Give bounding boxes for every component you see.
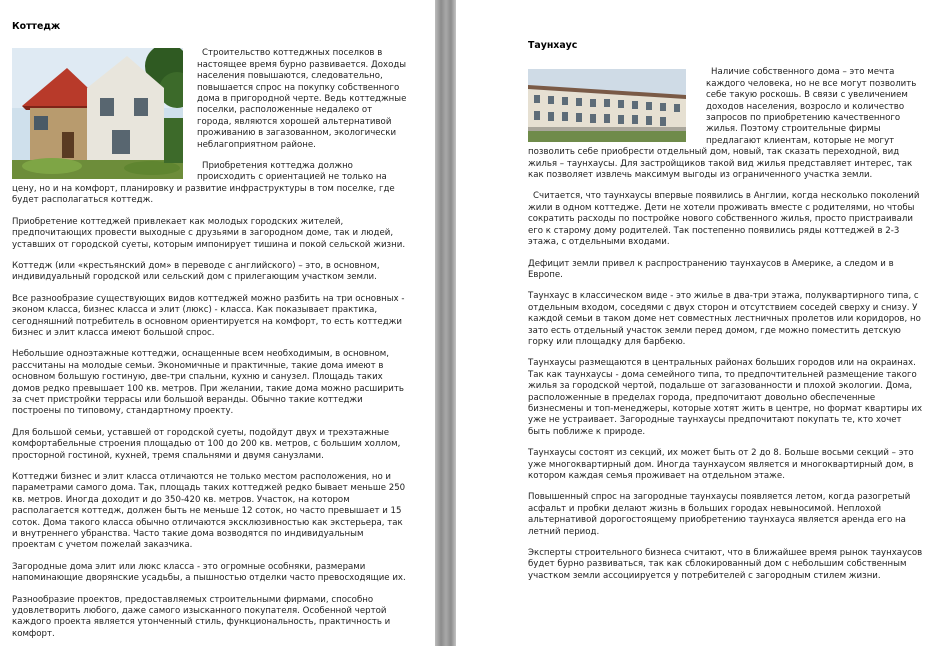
right-paragraph-7: Повышенный спрос на загородные таунхаусы появляется летом, когда разогретый асфальт и пробки делают жизнь в больших городах невыносимой. Неплохой альтернативой дорогостоящему приобретению таунхауса является аренда его на летний период. (528, 492, 911, 537)
right-paragraph-2: Считается, что таунхаусы впервые появились в Англии, когда несколько поколений жили в одном коттедже. Дети не хотели проживать вместе с родителями, но чтобы сократить расходы по постройке нового собственного жилья, просто пристраивали его к старому дому родителей. Так постепенно появились ряды коттеджей в 2-3 этажа, с отдельными входами. (528, 191, 920, 248)
page-title-townhouse: Таунхаус (528, 40, 578, 51)
page-title-cottage: Коттедж (12, 21, 61, 32)
right-paragraph-1: Наличие собственного дома – это мечта каждого человека, но не все могут позволить себе такую роскошь. В связи с увеличением доходов населения, возросло и количество запросов по приобретению качественного жилья. Поэтому строительные фирмы предлагают клиентам, которые не могут позволить себе приобрести отдельный дом, новый, так сказать переходной, вид жилья – таунхаусы. Для застройщиков такой вид жилья представляет интерес, так как позволяет извлечь максимум выгоды из ограниченного участка земли. (528, 67, 917, 181)
page-gutter (435, 0, 456, 646)
left-paragraph-7: Для большой семьи, уставшей от городской суеты, подойдут двух и трехэтажные комфортабельные строения площадью от 100 до 200 кв. метров, с большим холлом, просторной гостиной, кухней, тремя спальнями и двумя санузлами. (12, 427, 401, 461)
right-paragraph-6: Таунхаусы состоят из секций, их может быть от 2 до 8. Больше восьми секций – это уже многоквартирный дом. Иногда таунхаусом является и многоквартирный дом, в котором каждая семья проживает на отдельном этаже. (528, 448, 914, 481)
townhouse-photo (528, 69, 686, 142)
left-paragraph-2: Приобретения коттеджа должно происходить с ориентацией не только на цену, но и на комфорт, планировку и развитие инфраструктуры в том поселке, где будет располагаться коттедж. (12, 161, 395, 206)
cottage-photo (12, 48, 183, 179)
left-paragraph-5: Все разнообразие существующих видов коттеджей можно разбить на три основных - эконом класса, бизнес класса и элит (люкс) - класса. Как показывает практика, сегодняшний потребитель в основном ориентируется на комфорт, то есть коттеджи бизнес и элит класса имеют большой спрос. (12, 293, 405, 338)
left-paragraph-9: Загородные дома элит или люкс класса - это огромные особняки, размерами напоминающие дворянские усадьбы, а пышностью отделки часто превосходящие их. (12, 561, 406, 584)
left-paragraph-3: Приобретение коттеджей привлекает как молодых городских жителей, предпочитающих провести выходные с друзьями в загородном доме, так и людей, уставших от городской суеты, которым импонирует тишина и покой сельской жизни. (12, 216, 406, 250)
left-page-content (12, 21, 408, 646)
left-paragraph-8: Коттеджи бизнес и элит класса отличаются не только местом расположения, но и параметрами самого дома. Так, площадь таких коттеджей редко бывает меньше 250 кв. метров. Иногда доходит и до 350-420 кв. метров. Участок, на котором располагается коттедж, должен быть не меньше 12 соток, но часто превышает и 15 соток. Дома такого класса обычно отличаются эксклюзивностью как экстерьера, так и внутреннего убранства. Часто такие дома возводятся по индивидуальным проектам с учетом пожелай заказчика. (12, 472, 406, 551)
right-page (456, 0, 935, 646)
left-paragraph-4: Коттедж (или «крестьянский дом» в переводе с английского) – это, в основном, индивидуальный городской или сельский дом с прилегающим участком земли. (12, 260, 380, 283)
right-paragraph-4: Таунхаус в классическом виде - это жилье в два-три этажа, полуквартирного типа, с отдельным входом, соседями с двух сторон и отсутствием соседей сверху и снизу. У каждой семьи в таком доме нет совместных лестничных пролетов или коридоров, но зато есть отдельный участок земли перед домом, где можно поместить детскую горку или площадку для барбекю. (528, 291, 921, 347)
left-page (0, 0, 435, 646)
right-page-content (528, 40, 925, 592)
right-paragraph-3: Дефицит земли привел к распространению таунхаусов в Америке, а следом и в Европе. (528, 258, 894, 280)
left-paragraph-6: Небольшие одноэтажные коттеджи, оснащенные всем необходимым, в основном, рассчитаны на молодые семьи. Экономичные и практичные, такие дома имеют в основном большую гостиную, две-три спальни, кухню и санузел. Площадь таких домов редко превышает 100 кв. метров. При желании, такие дома можно расширить за счет пристройки террасы или большой веранды. Обычно такие коттеджи построены по типовому, стандартному проекту. (12, 349, 404, 417)
left-paragraph-1: Строительство коттеджных поселков в настоящее время бурно развивается. Доходы населения повышаются, следовательно, повышается спрос на покупку собственного дома в пригородной черте. Ведь коттеджные поселки, расположенные недалеко от города, являются хорошей альтернативой проживанию в загазованном, экологически неблагоприятном районе. (197, 48, 407, 150)
left-paragraph-10: Разнообразие проектов, предоставляемых строительными фирмами, способно удовлетворить любого, даже самого изысканного покупателя. Особенной чертой каждого проекта является утонченный стиль, функциональность, практичность и комфорт. (12, 594, 391, 639)
right-paragraph-8: Эксперты строительного бизнеса считают, что в ближайшее время рынок таунхаусов будет бурно развиваться, так как сблокированный дом с небольшим собственным участком земли ассоциируется у потребителей с загородным стилем жизни. (528, 548, 923, 581)
right-paragraph-5: Таунхаусы размещаются в центральных районах больших городов или на окраинах. Так как таунхаусы - дома семейного типа, то предпочтительней размещение такого жилья за городской чертой, подальше от загазованности и плохой экологии. Дома, расположенные в пределах города, предпочитают довольно обеспеченные бизнесмены и топ-менеджеры, которые хотят жить в центре, но формат квартиры их уже не устраивает. Загородные таунхаусы предпочитают покупать те, кто хочет быть поближе к природе. (528, 358, 923, 437)
